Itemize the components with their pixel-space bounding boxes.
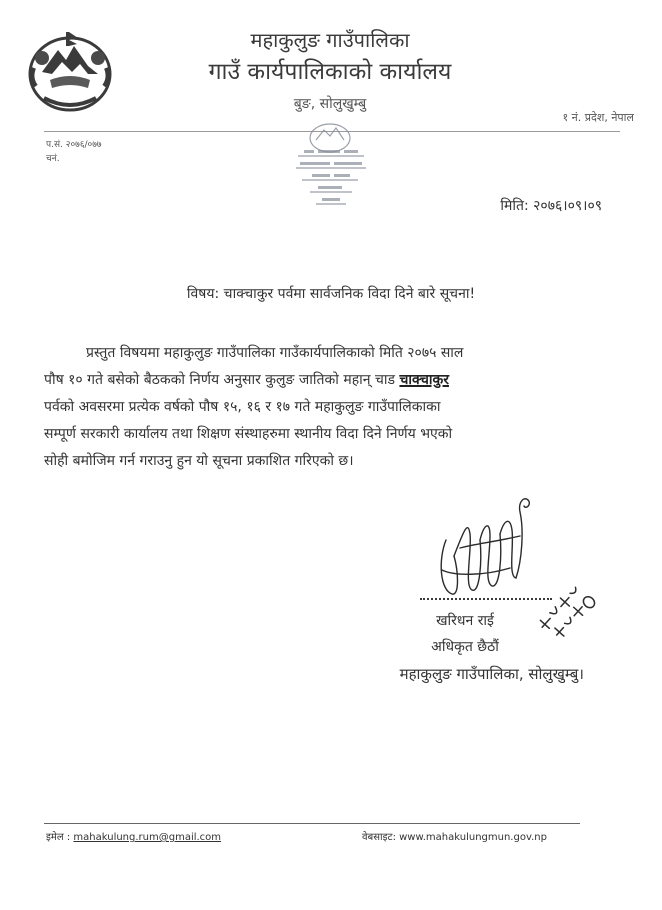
nepal-emblem-icon [22, 28, 118, 114]
email-link[interactable]: mahakulung.rum@gmail.com [73, 832, 222, 843]
body-line: पर्वको अवसरमा प्रत्येक वर्षको पौष १५, १६ र १७ गते महाकुलुङ गाउँपालिकाका [44, 399, 441, 415]
office-address: बुङ, सोलुखुम्बु [293, 96, 367, 112]
body-line: सोही बमोजिम गर्न गराउनु हुन यो सूचना प्रकाशित गरिएको छ। [44, 453, 354, 469]
reference-number: प.सं. २०७६/०७७ [46, 140, 102, 150]
footer-email [46, 829, 221, 843]
municipality-name: महाकुलुङ गाउँपालिका [250, 28, 410, 52]
subject-line: विषय: चाक्चाकुर पर्वमा सार्वजनिक विदा दिने बारे सूचना! [186, 286, 476, 302]
footer-website [362, 829, 547, 843]
body-line: प्रस्तुत विषयमा महाकुलुङ गाउँपालिका गाउँकार्यपालिकाको मिति २०७५ साल [86, 345, 464, 361]
office-name: गाउँ कार्यपालिकाको कार्यालय [208, 59, 452, 85]
website-label: वेबसाइट: [362, 832, 400, 843]
festival-name-highlight: चाक्चाकुर [399, 372, 449, 388]
dispatch-number: चनं. [46, 154, 60, 164]
body-text: पौष १० गते बसेको बैठकको निर्णय अनुसार कुलुङ जातिको महान् चाड [44, 372, 400, 388]
signature-icon [424, 490, 544, 608]
signatory-title: अधिकृत छैठौं [431, 639, 499, 655]
body-line [44, 367, 614, 394]
office-stamp-icon [268, 110, 386, 214]
website-link[interactable]: www.mahakulungmun.gov.np [399, 832, 547, 843]
letter-date: मिति: २०७६।०९।०९ [500, 198, 602, 214]
signatory-office: महाकुलुङ गाउँपालिका, सोलुखुम्बु। [399, 665, 584, 683]
footer-divider [44, 823, 580, 824]
signatory-name: खरिधन राई [436, 613, 494, 629]
body-line: सम्पूर्ण सरकारी कार्यालय तथा शिक्षण संस्थाहरुमा स्थानीय विदा दिने निर्णय भएको [44, 426, 453, 442]
province-label: १ नं. प्रदेश, नेपाल [562, 111, 634, 124]
notice-body [44, 340, 614, 475]
email-label: इमेल : [46, 832, 74, 843]
officer-seal-icon [528, 582, 600, 642]
signature-line [420, 598, 552, 600]
